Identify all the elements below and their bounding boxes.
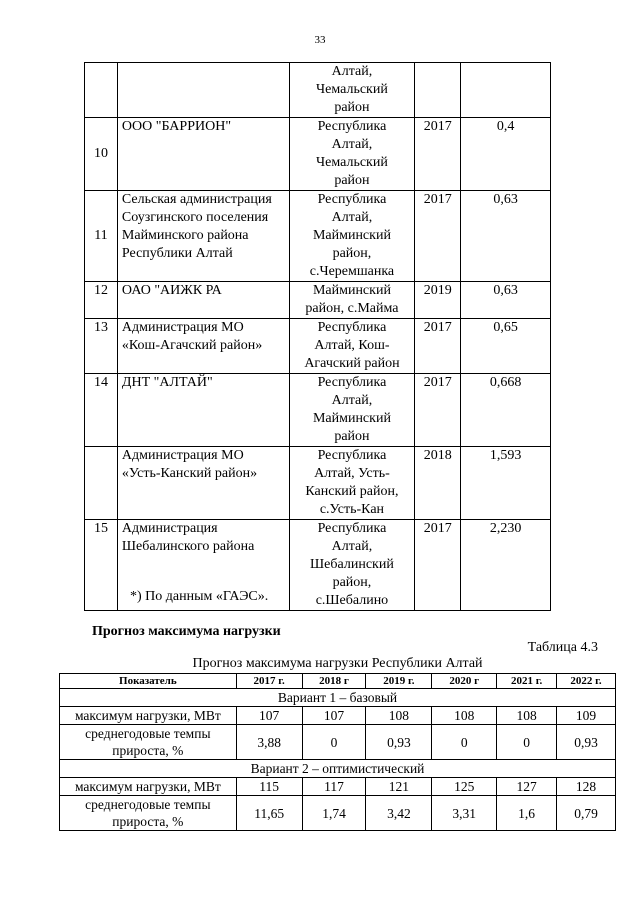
value-cell: 0,63	[461, 191, 551, 282]
table-row	[85, 63, 551, 118]
region-line: Республика	[317, 448, 387, 463]
indicator-line: максимум нагрузки, МВт	[74, 708, 221, 723]
organization-line: «Усть-Канский район»	[121, 466, 258, 481]
table-row	[60, 707, 616, 725]
header-cell: 2017 г.	[236, 674, 302, 689]
region-line: Майминский	[312, 228, 391, 243]
region-line: Майминский	[312, 283, 391, 298]
table-row	[60, 796, 616, 831]
indicator-line: максимум нагрузки, МВт	[74, 779, 221, 794]
region-line: Шебалинский	[310, 557, 394, 572]
value-cell: 0,63	[461, 282, 551, 319]
organization-cell	[117, 282, 289, 319]
year-cell: 2017	[415, 319, 461, 374]
page-number: 33	[314, 34, 326, 46]
indicator-line: среднегодовые темпы	[85, 726, 211, 741]
organization-line: ОАО "АИЖК РА	[121, 283, 222, 298]
value-cell: 0,65	[461, 319, 551, 374]
value-cell: 0	[302, 725, 366, 760]
value-cell: 108	[366, 707, 432, 725]
year-cell: 2017	[415, 374, 461, 447]
region-line: с.Усть-Кан	[319, 502, 385, 517]
region-line: район, с.Майма	[305, 301, 399, 316]
value-cell: 11,65	[236, 796, 302, 831]
region-line: Республика	[317, 192, 387, 207]
header-cell: 2022 г.	[557, 674, 616, 689]
region-line: Майминский	[312, 411, 391, 426]
power-consumers-table	[84, 62, 551, 611]
value-cell: 107	[302, 707, 366, 725]
region-cell	[289, 118, 415, 191]
year-cell: 2017	[415, 118, 461, 191]
year-cell: 2018	[415, 447, 461, 520]
region-line: Республика	[317, 119, 387, 134]
table-row	[85, 447, 551, 520]
row-number: 11	[85, 191, 118, 282]
value-cell: 1,6	[497, 796, 557, 831]
region-line: Республика	[317, 320, 387, 335]
value-cell: 0	[432, 725, 497, 760]
region-cell	[289, 447, 415, 520]
header-cell: 2018 г	[302, 674, 366, 689]
header-cell: 2021 г.	[497, 674, 557, 689]
organization-line: ДНТ "АЛТАЙ"	[121, 375, 213, 390]
region-line: Алтай,	[331, 64, 373, 79]
variant-2-row	[60, 760, 616, 778]
organization-line: Сельская администрация	[121, 192, 272, 207]
row-number	[85, 447, 118, 520]
indicator-cell	[60, 725, 237, 760]
value-cell: 0,79	[557, 796, 616, 831]
region-line: Алтай,	[331, 393, 373, 408]
region-line: Канский район,	[305, 484, 399, 499]
value-cell: 0,668	[461, 374, 551, 447]
indicator-cell	[60, 707, 237, 725]
indicator-line: прироста, %	[112, 743, 184, 758]
region-cell	[289, 374, 415, 447]
value-cell	[461, 63, 551, 118]
value-cell: 3,31	[432, 796, 497, 831]
organization-line: Администрация МО	[121, 320, 244, 335]
value-cell: 3,42	[366, 796, 432, 831]
row-number: 15	[85, 520, 118, 611]
region-cell	[289, 319, 415, 374]
organization-cell	[117, 191, 289, 282]
region-cell	[289, 63, 415, 118]
region-line: район	[334, 173, 370, 188]
header-cell: 2019 г.	[366, 674, 432, 689]
load-forecast-table	[59, 673, 616, 831]
table-title: Прогноз максимума нагрузки Республики Алтай	[192, 656, 483, 671]
header-cell: 2020 г	[432, 674, 497, 689]
header-cell: Показатель	[60, 674, 237, 689]
variant-label: Вариант 1 – базовый	[60, 689, 616, 707]
year-cell: 2019	[415, 282, 461, 319]
organization-cell	[117, 118, 289, 191]
year-cell	[415, 63, 461, 118]
value-cell: 115	[236, 778, 302, 796]
year-cell: 2017	[415, 191, 461, 282]
region-cell	[289, 191, 415, 282]
footnote: *) По данным «ГАЭС».	[130, 589, 269, 604]
table-row	[85, 282, 551, 319]
organization-line: Республики Алтай	[121, 246, 233, 261]
value-cell: 125	[432, 778, 497, 796]
region-cell	[289, 282, 415, 319]
region-line: Алтай, Усть-	[314, 466, 390, 481]
region-line: Чемальский	[316, 82, 388, 97]
value-cell: 1,74	[302, 796, 366, 831]
indicator-line: среднегодовые темпы	[85, 797, 211, 812]
table-row	[60, 725, 616, 760]
value-cell: 0	[497, 725, 557, 760]
region-line: Алтай,	[331, 137, 373, 152]
organization-line: Соузгинского поселения	[121, 210, 269, 225]
indicator-cell	[60, 778, 237, 796]
organization-line: «Кош-Агачский район»	[121, 338, 263, 353]
table-caption: Таблица 4.3	[527, 640, 598, 655]
table-row	[60, 778, 616, 796]
variant-1-row	[60, 689, 616, 707]
organization-line: Администрация МО	[121, 448, 244, 463]
indicator-line: прироста, %	[112, 814, 184, 829]
value-cell: 2,230	[461, 520, 551, 611]
table-row	[85, 319, 551, 374]
value-cell: 1,593	[461, 447, 551, 520]
organization-cell	[117, 319, 289, 374]
organization-line: Майминского района	[121, 228, 249, 243]
organization-cell	[117, 63, 289, 118]
region-line: Республика	[317, 375, 387, 390]
value-cell: 0,93	[557, 725, 616, 760]
value-cell: 127	[497, 778, 557, 796]
region-line: Алтай,	[331, 210, 373, 225]
organization-line: ООО "БАРРИОН"	[121, 119, 232, 134]
region-line: район	[334, 429, 370, 444]
variant-label: Вариант 2 – оптимистический	[60, 760, 616, 778]
value-cell: 3,88	[236, 725, 302, 760]
row-number: 14	[85, 374, 118, 447]
region-line: район,	[332, 246, 372, 261]
organization-cell	[117, 447, 289, 520]
value-cell: 0,4	[461, 118, 551, 191]
row-number: 12	[85, 282, 118, 319]
row-number: 10	[85, 118, 118, 191]
organization-line: Шебалинского района	[121, 539, 255, 554]
region-line: Республика	[317, 521, 387, 536]
region-line: район	[334, 100, 370, 115]
organization-cell	[117, 374, 289, 447]
section-heading: Прогноз максимума нагрузки	[92, 624, 281, 639]
value-cell: 0,93	[366, 725, 432, 760]
table-row	[85, 374, 551, 447]
region-line: Алтай, Кош-	[314, 338, 390, 353]
organization-line: Администрация	[121, 521, 218, 536]
region-line: Алтай,	[331, 539, 373, 554]
value-cell: 109	[557, 707, 616, 725]
row-number: 13	[85, 319, 118, 374]
year-cell: 2017	[415, 520, 461, 611]
header-row	[60, 674, 616, 689]
table-row	[85, 191, 551, 282]
value-cell: 108	[497, 707, 557, 725]
row-number	[85, 63, 118, 118]
region-cell	[289, 520, 415, 611]
value-cell: 128	[557, 778, 616, 796]
region-line: с.Шебалино	[315, 593, 389, 608]
value-cell: 108	[432, 707, 497, 725]
indicator-cell	[60, 796, 237, 831]
value-cell: 117	[302, 778, 366, 796]
region-line: Чемальский	[316, 155, 388, 170]
value-cell: 107	[236, 707, 302, 725]
region-line: Агачский район	[304, 356, 400, 371]
table-row	[85, 118, 551, 191]
region-line: с.Черемшанка	[309, 264, 395, 279]
value-cell: 121	[366, 778, 432, 796]
region-line: район,	[332, 575, 372, 590]
